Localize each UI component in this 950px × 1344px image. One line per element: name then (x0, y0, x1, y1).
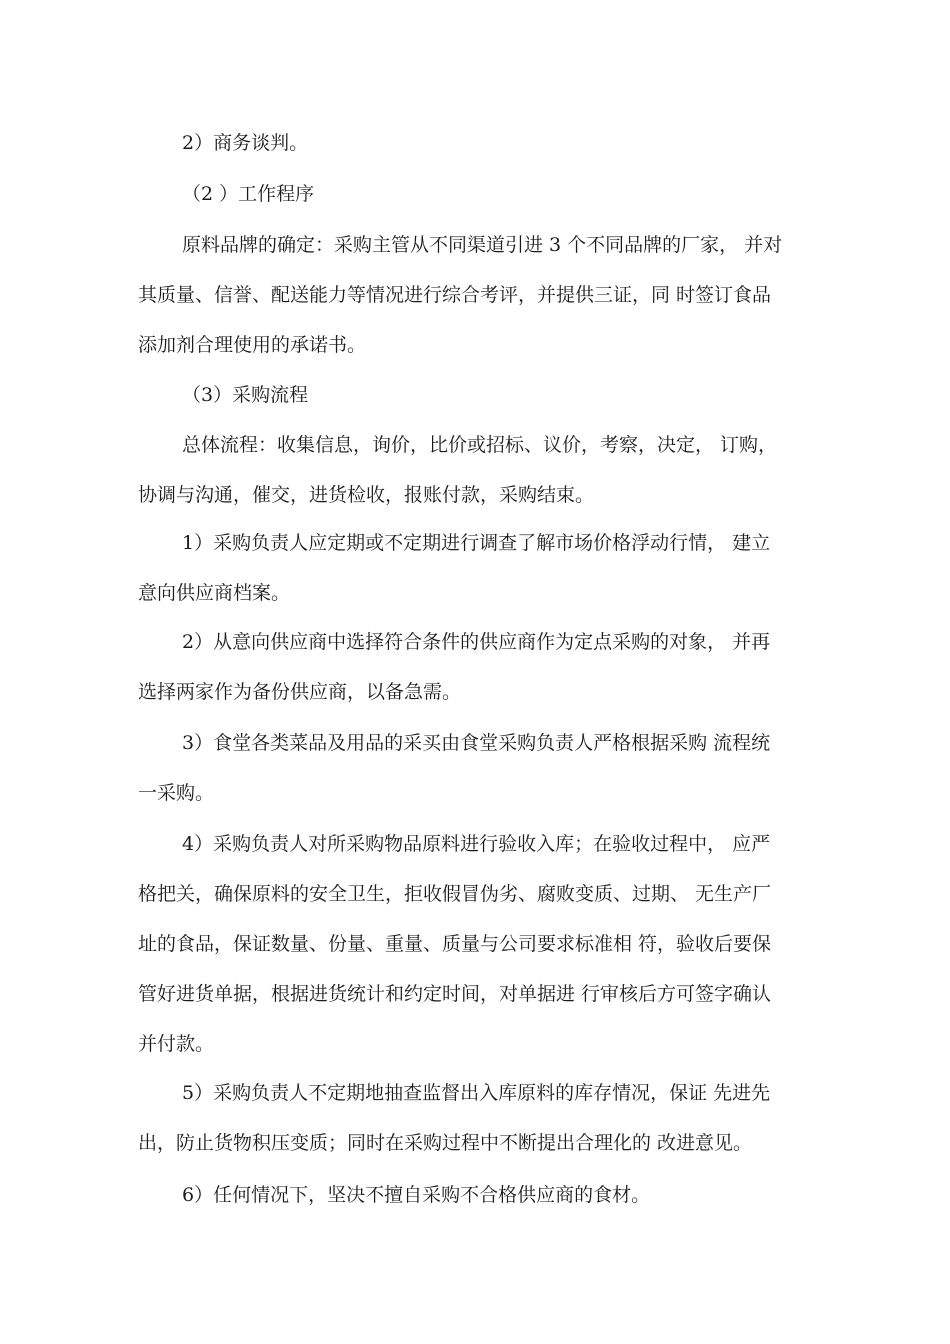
text-line: 3）食堂各类菜品及用品的采买由食堂采购负责人严格根据采购 流程统 (182, 732, 771, 754)
text-line: 2）从意向供应商中选择符合条件的供应商作为定点采购的对象， 并再 (182, 631, 771, 653)
heading-purchase-flow (138, 370, 828, 420)
text-line: 5）采购负责人不定期地抽查监督出入库原料的库存情况，保证 先进先 (182, 1082, 771, 1104)
text-line: 格把关，确保原料的安全卫生，拒收假冒伪劣、腐败变质、过期、 无生产厂 (138, 883, 772, 905)
text-line: 4）采购负责人对所采购物品原料进行验收入库；在验收过程中， 应严 (182, 833, 771, 855)
text-line: 6）任何情况下，坚决不擅自采购不合格供应商的食材。 (182, 1184, 651, 1206)
text-line: 出，防止货物积压变质；同时在采购过程中不断提出合理化的 改进意见。 (138, 1132, 753, 1154)
text-line: 其质量、信誉、配送能力等情况进行综合考评，并提供三证，同 时签订食品 (138, 284, 772, 306)
text-line: 并付款。 (138, 1033, 215, 1055)
text-line: 2）商务谈判。 (182, 132, 309, 154)
paragraph-item-6 (138, 1170, 828, 1220)
paragraph-item-1 (138, 518, 828, 618)
text-line: 原料品牌的确定：采购主管从不同渠道引进 3 个不同品牌的厂家， 并对 (182, 234, 783, 256)
text-line: （3）采购流程 (182, 384, 309, 406)
text-line: 选择两家作为备份供应商，以备急需。 (138, 681, 462, 703)
text-line: （2 ）工作程序 (182, 183, 315, 205)
paragraph-item-5 (138, 1068, 828, 1168)
paragraph-brand-determination (138, 220, 828, 370)
paragraph-item-4 (138, 819, 828, 1069)
paragraph-item-2 (138, 617, 828, 717)
paragraph-business-negotiation (138, 118, 828, 168)
paragraph-overall-flow (138, 420, 828, 520)
text-line: 一采购。 (138, 782, 215, 804)
text-line: 意向供应商档案。 (138, 582, 291, 604)
text-line: 址的食品，保证数量、份量、重量、质量与公司要求标准相 符，验收后要保 (138, 933, 772, 955)
text-line: 1）采购负责人应定期或不定期进行调查了解市场价格浮动行情， 建立 (182, 532, 771, 554)
text-line: 添加剂合理使用的承诺书。 (138, 334, 367, 356)
heading-work-procedure (138, 169, 828, 219)
text-line: 管好进货单据，根据进货统计和约定时间，对单据进 行审核后方可签字确认 (138, 983, 772, 1005)
text-line: 总体流程：收集信息，询价，比价或招标、议价，考察，决定， 订购， (182, 434, 778, 456)
paragraph-item-3 (138, 718, 828, 818)
text-line: 协调与沟通，催交，进货检收，报账付款，采购结束。 (138, 484, 595, 506)
